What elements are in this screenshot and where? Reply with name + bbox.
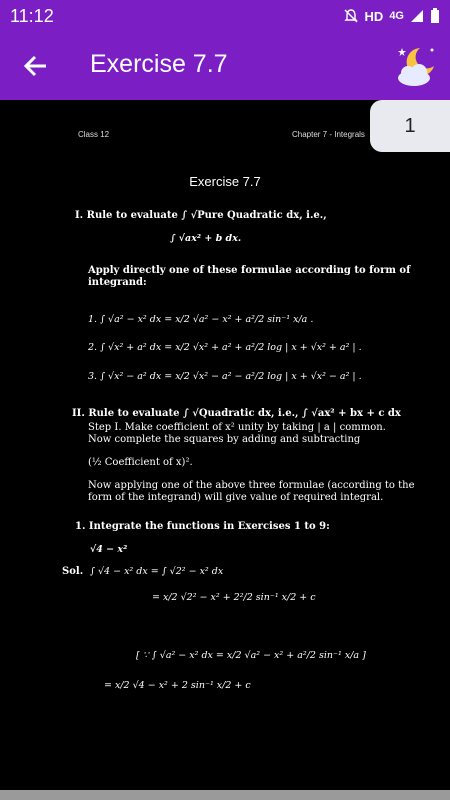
document-view[interactable] xyxy=(0,100,450,790)
status-time: 11:12 xyxy=(10,5,54,26)
rule1-apply-line1: Apply directly one of these formulae according to form of xyxy=(88,265,411,276)
page-number-badge[interactable]: 1 xyxy=(370,100,450,152)
doc-header-right: Chapter 7 - Integrals xyxy=(292,130,365,139)
night-mode-icon[interactable] xyxy=(390,42,440,90)
rule1-integral: ∫ √ax² + b dx. xyxy=(170,233,242,244)
rule2-step3: (½ Coefficient of x)². xyxy=(88,457,193,468)
solution-line-2: = x/2 √2² − x² + 2²/2 sin⁻¹ x/2 + c xyxy=(152,592,316,603)
signal-icon xyxy=(410,9,424,23)
rule2-apply: Now applying one of the above three formulae (according to the xyxy=(88,480,415,491)
final-answer: = x/2 √4 − x² + 2 sin⁻¹ x/2 + c xyxy=(104,680,251,691)
status-icons xyxy=(343,8,440,24)
doc-header-left: Class 12 xyxy=(78,130,110,139)
rule1-apply-line2: integrand: xyxy=(88,277,147,288)
battery-icon xyxy=(430,8,440,24)
network-type: 4G xyxy=(389,10,404,22)
solution-line-1: ∫ √4 − x² dx = ∫ √2² − x² dx xyxy=(90,566,224,577)
silent-icon xyxy=(343,8,359,24)
formula-note: [ ∵ ∫ √a² − x² dx = x/2 √a² − x² + a²/2 sin⁻¹ x/a ] xyxy=(136,650,366,661)
problem-expression: √4 − x² xyxy=(90,544,128,555)
formula-3: 3. ∫ √x² − a² dx = x/2 √x² − a² − a²/2 log | x + √x² − a² | . xyxy=(88,371,362,382)
status-bar xyxy=(0,0,450,32)
rule2-heading: II. Rule to evaluate ∫ √Quadratic dx, i.e., ∫ √ax² + bx + c dx xyxy=(72,408,401,419)
exercise-question: 1. Integrate the functions in Exercises 1 to 9: xyxy=(75,521,330,532)
rule2-step2: Now complete the squares by adding and subtracting xyxy=(88,434,361,445)
rule2-step: Step I. Make coefficient of x² unity by taking | a | common. xyxy=(88,422,386,433)
page-title: Exercise 7.7 xyxy=(90,50,228,78)
doc-title: Exercise 7.7 xyxy=(189,174,261,189)
bottom-scrollbar xyxy=(0,790,450,800)
network-label: HD xyxy=(364,8,384,24)
app-bar xyxy=(0,32,450,100)
formula-2: 2. ∫ √x² + a² dx = x/2 √x² + a² + a²/2 log | x + √x² + a² | . xyxy=(88,342,362,353)
solution-label: Sol. xyxy=(62,566,84,577)
rule2-apply2: form of the integrand) will give value of required integral. xyxy=(88,492,384,503)
arrow-back-icon[interactable] xyxy=(20,50,52,82)
formula-1: 1. ∫ √a² − x² dx = x/2 √a² − x² + a²/2 sin⁻¹ x/a . xyxy=(88,314,314,325)
rule1-heading: I. Rule to evaluate ∫ √Pure Quadratic dx, i.e., xyxy=(75,210,327,221)
